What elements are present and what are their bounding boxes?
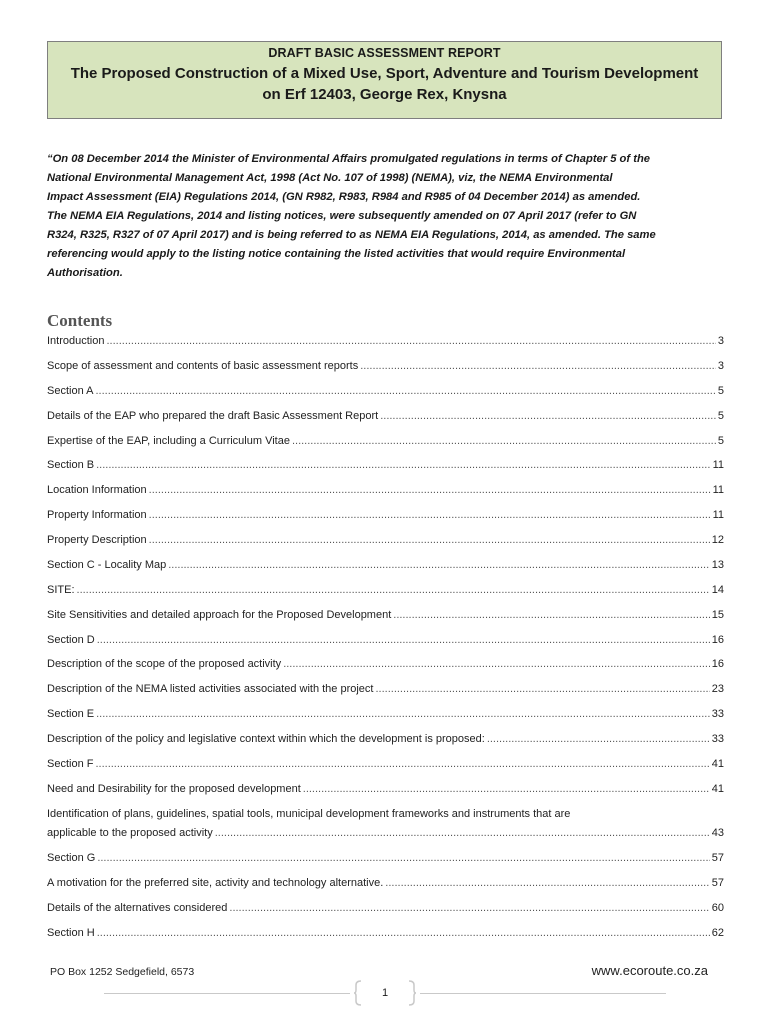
toc-entry-site[interactable] (47, 584, 724, 600)
toc-entry-identification-of-plans[interactable] (47, 808, 724, 843)
toc-entry-page: 41 (711, 758, 724, 770)
report-title-line-1: The Proposed Construction of a Mixed Use, Sport, Adventure and Tourism Development (70, 65, 699, 82)
quote-line: Impact Assessment (EIA) Regulations 2014, (GN R982, R983, R984 and R985 of 04 December 2014) as amended. (47, 191, 641, 203)
toc-entry-title: Introduction (47, 335, 105, 347)
toc-entry-page: 14 (711, 584, 724, 596)
toc-entry-location-information[interactable] (47, 484, 724, 500)
toc-entry-nema-listed-activities[interactable] (47, 683, 724, 699)
toc-entry-page: 5 (717, 435, 724, 447)
toc-entry-page: 57 (711, 877, 724, 889)
toc-dot-leader (487, 733, 710, 745)
toc-entry-title: Expertise of the EAP, including a Curriculum Vitae (47, 435, 290, 447)
toc-entry-title: Details of the alternatives considered (47, 902, 228, 914)
toc-entry-section-b[interactable] (47, 459, 724, 475)
toc-dot-leader (95, 385, 715, 397)
toc-dot-leader (106, 335, 715, 347)
toc-entry-page: 16 (711, 658, 724, 670)
toc-dot-leader (149, 509, 711, 521)
toc-dot-leader (360, 360, 716, 372)
toc-entry-section-g[interactable] (47, 852, 724, 868)
toc-entry-scope-of-activity[interactable] (47, 658, 724, 674)
toc-dot-leader (283, 658, 710, 670)
footer-divider-right (420, 993, 666, 994)
toc-entry-page: 16 (711, 634, 724, 646)
quote-line: “On 08 December 2014 the Minister of Environmental Affairs promulgated regulations in terms of Chapter 5 of the (47, 153, 651, 165)
toc-entry-property-information[interactable] (47, 509, 724, 525)
footer-website: www.ecoroute.co.za (591, 963, 708, 978)
toc-entry-section-e[interactable] (47, 708, 724, 724)
toc-entry-page: 3 (717, 360, 724, 372)
toc-dot-leader (97, 852, 709, 864)
quote-line: referencing would apply to the listing notice containing the listed activities that would require Environmental (47, 248, 626, 260)
toc-entry-section-d[interactable] (47, 634, 724, 650)
toc-entry-section-c[interactable] (47, 559, 724, 575)
toc-dot-leader (380, 410, 716, 422)
quote-line: National Environmental Management Act, 1998 (Act No. 107 of 1998) (NEMA), viz, the NEMA Environmental (47, 172, 613, 184)
toc-entry-page: 57 (711, 852, 724, 864)
toc-entry-title: Site Sensitivities and detailed approach for the Proposed Development (47, 609, 392, 621)
toc-dot-leader (97, 927, 710, 939)
toc-entry-page: 43 (711, 827, 724, 839)
left-brace-icon (353, 980, 363, 1006)
toc-dot-leader (97, 634, 710, 646)
report-header-box (47, 41, 722, 119)
toc-dot-leader (96, 708, 710, 720)
toc-entry-title: Section A (47, 385, 94, 397)
toc-entry-title: Identification of plans, guidelines, spatial tools, municipal development frameworks and instruments that are (47, 808, 571, 820)
toc-dot-leader (215, 827, 710, 839)
toc-entry-continuation (47, 827, 724, 843)
toc-dot-leader (77, 584, 710, 596)
toc-entry-introduction[interactable] (47, 335, 724, 351)
toc-entry-page: 13 (711, 559, 724, 571)
toc-entry-title: Details of the EAP who prepared the draft Basic Assessment Report (47, 410, 379, 422)
toc-entry-need-and-desirability[interactable] (47, 783, 724, 799)
toc-entry-property-description[interactable] (47, 534, 724, 550)
toc-dot-leader (385, 877, 709, 889)
toc-entry-title: Section D (47, 634, 95, 646)
toc-entry-site-sensitivities[interactable] (47, 609, 724, 625)
footer-address: PO Box 1252 Sedgefield, 6573 (50, 966, 195, 978)
toc-entry-title: Description of the policy and legislative context within which the development is proposed: (47, 733, 485, 745)
report-title (48, 63, 721, 105)
toc-dot-leader (229, 902, 709, 914)
quote-line: The NEMA EIA Regulations, 2014 and listing notices, were subsequently amended on 07 April 2017 (refer to GN (47, 210, 637, 222)
toc-entry-title: Need and Desirability for the proposed development (47, 783, 301, 795)
regulation-quote (47, 150, 727, 283)
contents-heading: Contents (47, 311, 113, 330)
toc-entry-page: 11 (712, 484, 724, 496)
quote-line: R324, R325, R327 of 07 April 2017) and is being referred to as NEMA EIA Regulations, 2014, as amended. The same (47, 229, 656, 241)
toc-dot-leader (95, 758, 709, 770)
toc-entry-section-f[interactable] (47, 758, 724, 774)
toc-entry-page: 11 (712, 459, 724, 471)
toc-entry-page: 12 (711, 534, 724, 546)
page-number: 1 (381, 987, 389, 999)
toc-entry-section-a[interactable] (47, 385, 724, 401)
toc-entry-title: Section F (47, 758, 94, 770)
toc-dot-leader (168, 559, 710, 571)
toc-entry-page: 23 (711, 683, 724, 695)
toc-entry-title: applicable to the proposed activity (47, 827, 213, 839)
toc-entry-section-h[interactable] (47, 927, 724, 943)
toc-entry-page: 11 (712, 509, 724, 521)
toc-entry-page: 33 (711, 733, 724, 745)
toc-entry-title: Section G (47, 852, 96, 864)
toc-entry-page: 62 (711, 927, 724, 939)
toc-dot-leader (375, 683, 709, 695)
toc-entry-policy-legislative-context[interactable] (47, 733, 724, 749)
toc-entry-eap-details[interactable] (47, 410, 724, 426)
toc-entry-title: Section B (47, 459, 95, 471)
toc-entry-page: 33 (711, 708, 724, 720)
toc-entry-page: 5 (717, 385, 724, 397)
toc-entry-title: Location Information (47, 484, 147, 496)
footer-divider-left (104, 993, 350, 994)
report-type-label: DRAFT BASIC ASSESSMENT REPORT (268, 46, 501, 60)
toc-entry-title: Section C - Locality Map (47, 559, 167, 571)
toc-dot-leader (96, 459, 710, 471)
quote-line: Authorisation. (47, 267, 123, 279)
toc-dot-leader (149, 484, 711, 496)
toc-entry-page: 60 (711, 902, 724, 914)
page-number-box (353, 980, 417, 1006)
report-title-line-2: on Erf 12403, George Rex, Knysna (262, 86, 507, 103)
toc-dot-leader (393, 609, 709, 621)
toc-entry-title: Section E (47, 708, 95, 720)
toc-entry-scope-of-assessment[interactable] (47, 360, 724, 376)
toc-entry-page: 5 (717, 410, 724, 422)
right-brace-icon (407, 980, 417, 1006)
toc-entry-title: Description of the scope of the proposed activity (47, 658, 282, 670)
toc-dot-leader (292, 435, 716, 447)
toc-dot-leader (303, 783, 710, 795)
toc-entry-eap-expertise[interactable] (47, 435, 724, 451)
toc-entry-page: 15 (711, 609, 724, 621)
toc-entry-title: Scope of assessment and contents of basic assessment reports (47, 360, 359, 372)
toc-entry-title: Description of the NEMA listed activities associated with the project (47, 683, 374, 695)
toc-dot-leader (149, 534, 710, 546)
toc-entry-motivation-preferred-site[interactable] (47, 877, 724, 893)
toc-entry-alternatives-considered[interactable] (47, 902, 724, 918)
toc-entry-page: 41 (711, 783, 724, 795)
toc-entry-title: Property Information (47, 509, 147, 521)
toc-entry-title: SITE: (47, 584, 75, 596)
toc-entry-page: 3 (717, 335, 724, 347)
toc-entry-title: Property Description (47, 534, 147, 546)
toc-entry-title: A motivation for the preferred site, activity and technology alternative. (47, 877, 384, 889)
toc-entry-title: Section H (47, 927, 95, 939)
